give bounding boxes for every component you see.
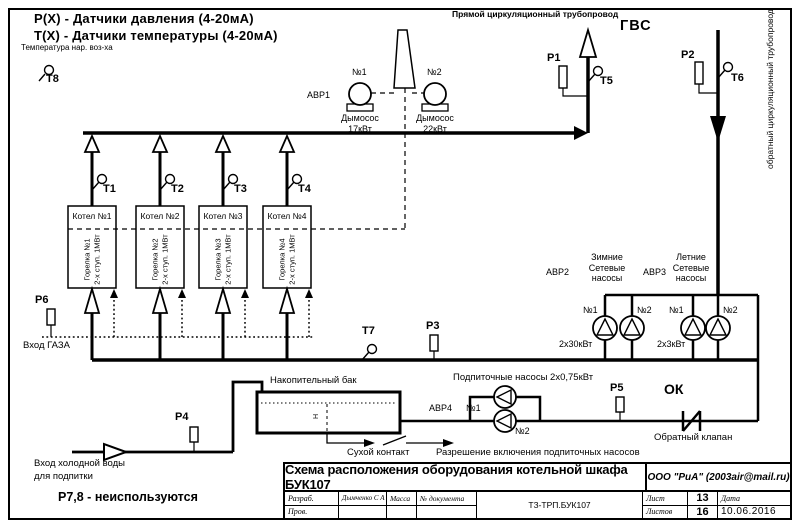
check-valve-short-label: ОК [664, 381, 684, 397]
sensor-p2-label: Р2 [681, 49, 695, 61]
makeup-pump1-num: №1 [466, 403, 481, 413]
gas-input-label: Вход ГАЗА [23, 340, 70, 351]
sensor-p6-label: Р6 [35, 294, 49, 306]
cold-water-pipes [72, 382, 262, 452]
return-arrow-down [710, 116, 726, 142]
summer-pumps-title: Летние Сетевые насосы [672, 252, 710, 283]
burner2-label: Горелка №2 2-х ступ. 1МВт [150, 234, 169, 285]
makeup-pumps-title: Подпиточные насосы 2х0,75кВт [453, 372, 594, 383]
supply-arrow-up [580, 30, 596, 57]
sensor-t7-label: Т7 [362, 325, 375, 337]
winter-pumps-title: Зимние Сетевые насосы [588, 252, 626, 283]
list-value: 13 [688, 492, 717, 506]
avr2-label: АВР2 [546, 267, 570, 277]
drawing-title: Схема расположения оборудования котельной шкафа БУК107 [285, 464, 647, 490]
boiler-inlet-arrows [85, 289, 294, 313]
sensor-t8-label: Т8 [46, 73, 59, 85]
legend-temperature: Т(Х) - Датчики температуры (4-20мА) [34, 28, 278, 43]
sensor-t1-label: Т1 [103, 183, 116, 195]
summer-pump1-num: №1 [669, 305, 684, 315]
fan2-name: Дымосос [416, 113, 454, 123]
permission-label: Разрешение включения подпиточных насосов [436, 447, 640, 458]
avr1-label: АВР1 [307, 90, 331, 100]
cold-water-label-1: Вход холодной воды [34, 458, 125, 469]
listov-label: Листов [646, 507, 673, 517]
sensor-t3-label: Т3 [234, 183, 247, 195]
winter-pump2-num: №2 [637, 305, 652, 315]
sensor-p5-label: Р5 [610, 382, 624, 394]
avr4-label: АВР4 [429, 403, 453, 413]
makeup-pump2-num: №2 [515, 426, 530, 436]
massa-label: Масса [387, 492, 416, 506]
check-valve-label: Обратный клапан [654, 432, 733, 443]
return-pipes [92, 312, 758, 360]
network-pump-symbols [593, 316, 730, 340]
burner1-label: Горелка №1 2-х ступ. 1МВт [82, 234, 101, 285]
fan2-num: №2 [427, 67, 442, 77]
gas-dotted-lines [42, 296, 313, 337]
tank-label: Накопительный бак [270, 375, 357, 386]
makeup-pump-symbols [494, 386, 516, 432]
sensor-p1-label: Р1 [547, 52, 561, 64]
date-label: Дата [718, 492, 790, 506]
dry-contact-lines [327, 433, 446, 445]
razrab-label: Разраб. [285, 492, 338, 506]
prov-label: Пров. [288, 507, 308, 517]
avr3-label: АВР3 [643, 267, 667, 277]
doc-no-label: № документа [417, 492, 476, 506]
boiler1-name: Котел №1 [72, 211, 112, 221]
return-pipe-vertical-label: обратный циркуляционный трубопровод [765, 9, 775, 169]
summer-pump2-num: №2 [723, 305, 738, 315]
cold-water-label-2: для подпитки [34, 471, 93, 482]
date-value: 10.06.2016 [721, 506, 777, 518]
dry-contact-label: Сухой контакт [347, 447, 410, 458]
sensor-t5-label: Т5 [600, 75, 613, 87]
sensor-p3-label: Р3 [426, 320, 440, 332]
boiler4-name: Котел №4 [267, 211, 307, 221]
legend-pressure: Р(Х) - Датчики давления (4-20мА) [34, 11, 254, 26]
sensor-p4-label: Р4 [175, 411, 189, 423]
fan2-power: 22кВт [423, 124, 447, 134]
author-name: Дымченко С А [339, 492, 386, 506]
burner4-label: Горелка №4 2-х ступ. 1МВт [277, 234, 296, 285]
fan1-name: Дымосос [341, 113, 379, 123]
company-label: ООО "РиА" (2003air@mail.ru) [647, 471, 790, 483]
sensor-t6-label: Т6 [731, 72, 744, 84]
outdoor-temp-label: Температура нар. воз-ха [21, 43, 113, 52]
boiler2-name: Котел №2 [140, 211, 180, 221]
storage-tank [257, 392, 400, 433]
sensor-t2-label: Т2 [171, 183, 184, 195]
supply-arrow-right [574, 126, 588, 140]
listov-value: 16 [696, 505, 709, 518]
fan1-power: 17кВт [348, 124, 372, 134]
winter-pumps-power: 2х30кВт [559, 339, 593, 349]
burner3-label: Горелка №3 2-х ступ. 1МВт [213, 234, 232, 285]
doc-code: ТЗ-ТРП.БУК107 [528, 500, 591, 510]
chimney [394, 30, 415, 88]
boiler-outlet-arrows [85, 136, 294, 152]
title-block [283, 462, 792, 520]
boiler3-name: Котел №3 [203, 211, 243, 221]
fan1-num: №1 [352, 67, 367, 77]
makeup-pipes [400, 397, 758, 421]
tank-level-mark: Н [313, 413, 321, 420]
winter-pump1-num: №1 [583, 305, 598, 315]
sensor-t4-label: Т4 [298, 183, 311, 195]
list-label: Лист [643, 492, 687, 506]
note-p78-unused: Р7,8 - неиспользуются [58, 490, 198, 504]
supply-pipe-label: Прямой циркуляционный трубопровод [452, 9, 619, 19]
gvs-label: ГВС [620, 18, 652, 34]
summer-pumps-power: 2х3кВт [657, 339, 686, 349]
